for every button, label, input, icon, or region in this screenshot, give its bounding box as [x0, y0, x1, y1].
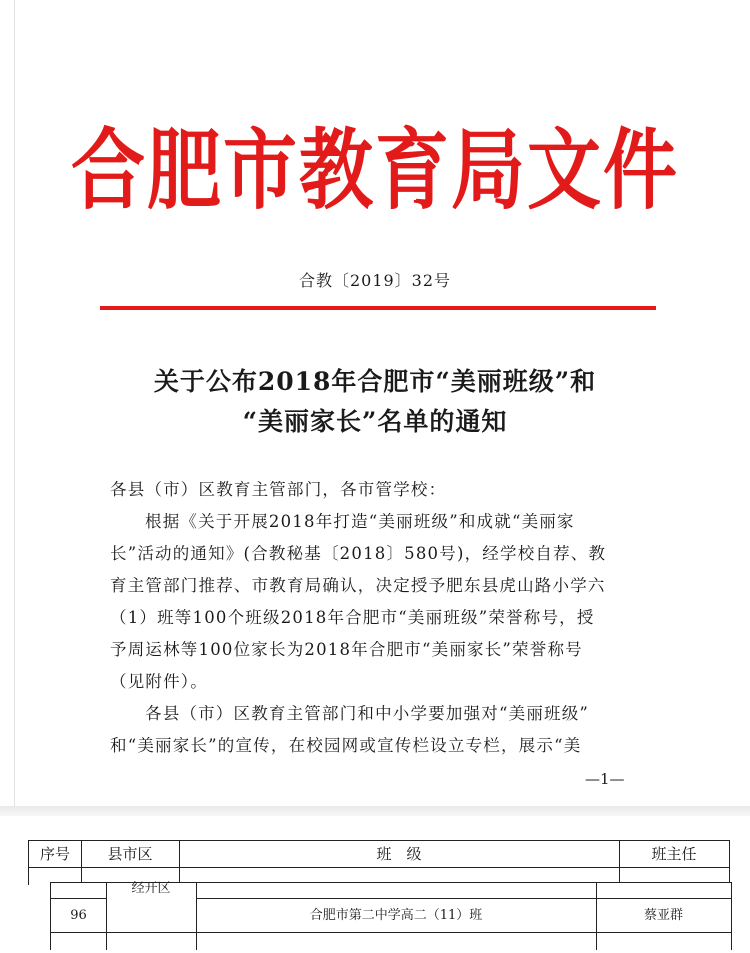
teacher-cell: 蔡亚群	[643, 908, 683, 923]
table-divider	[81, 841, 82, 885]
body-line: 根据《关于开展2018年打造“美丽班级”和成就“美丽家	[145, 512, 575, 531]
table-body	[50, 882, 732, 950]
table-divider	[179, 841, 180, 885]
notice-title-line-2: “美丽家长”名单的通知	[242, 407, 508, 436]
header-district: 县市区	[107, 845, 153, 863]
notice-title-line-1: 关于公布2018年合肥市“美丽班级”和	[153, 367, 597, 396]
table-header-row	[29, 841, 729, 868]
table-rule	[51, 932, 731, 933]
body-line: 予周运林等100位家长为2018年合肥市“美丽家长”荣誉称号	[110, 640, 583, 659]
class-cell: 合肥市第二中学高二（11）班	[309, 908, 483, 923]
body-line: （见附件）。	[110, 672, 208, 691]
district-cell: 经开区	[131, 881, 171, 896]
document-number: 合教〔2019〕32号	[298, 271, 452, 290]
body-line: 各县（市）区教育主管部门和中小学要加强对“美丽班级”	[145, 704, 590, 723]
table-rule	[51, 898, 106, 899]
header-index: 序号	[39, 845, 70, 863]
attachment-table	[0, 820, 750, 953]
salutation: 各县（市）区教育主管部门，各市管学校：	[110, 480, 447, 499]
body-line: （1）班等100个班级2018年合肥市“美丽班级”荣誉称号，授	[110, 608, 595, 627]
body-line: 长”活动的通知》(合教秘基〔2018〕580号)，经学校自荐、教	[110, 544, 607, 563]
body-line: 和“美丽家长”的宣传，在校园网或宣传栏设立专栏，展示“美	[110, 736, 582, 755]
red-divider	[100, 306, 656, 310]
row-index: 96	[70, 908, 87, 923]
table-divider	[619, 841, 620, 885]
page-separator	[0, 806, 750, 816]
table-rule	[196, 898, 731, 899]
header-teacher: 班主任	[651, 845, 697, 863]
document-header: 合肥市教育局文件	[71, 120, 679, 222]
header-class: 班 级	[376, 845, 422, 863]
table-header	[28, 840, 730, 885]
body-line: 育主管部门推荐、市教育局确认，决定授予肥东县虎山路小学六	[110, 576, 606, 595]
page-number: —1—	[585, 770, 625, 788]
